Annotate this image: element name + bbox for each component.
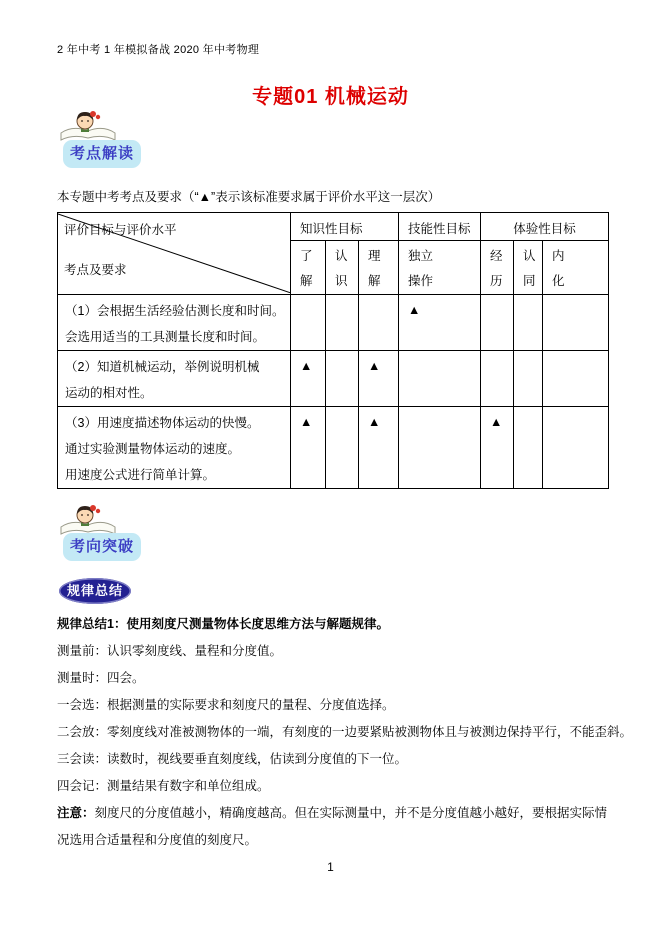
row2-mark-liaojie: ▲ — [291, 351, 326, 407]
row1-mark-jingli — [481, 295, 514, 351]
summary-section — [57, 611, 633, 854]
row1-mark-lijie — [359, 295, 399, 351]
section-badge-kaoxiang: 考向突破 — [63, 533, 141, 561]
row3-description: （3）用速度描述物体运动的快慢。 通过实验测量物体运动的速度。 用速度公式进行简单计算。 — [58, 407, 291, 489]
row3-mark-lijie: ▲ — [359, 407, 399, 489]
row2-mark-neihua — [543, 351, 609, 407]
subheader-renshi: 认 识 — [326, 241, 359, 295]
table-row — [58, 351, 609, 407]
row1-mark-duli: ▲ — [399, 295, 481, 351]
corner-label-top: 评价目标与评价水平 — [64, 223, 177, 237]
group-header-knowledge: 知识性目标 — [291, 213, 399, 241]
row2-mark-renshi — [326, 351, 359, 407]
subheader-duli-caozuo: 独立 操作 — [399, 241, 481, 295]
section-badge-kaodian: 考点解读 — [63, 140, 141, 168]
group-header-skill: 技能性目标 — [399, 213, 481, 241]
summary-heading: 规律总结1：使用刻度尺测量物体长度思维方法与解题规律。 — [57, 617, 389, 631]
intro-text: 本专题中考考点及要求（“▲”表示该标准要求属于评价水平这一层次） — [57, 190, 441, 204]
subheader-jingli: 经 历 — [481, 241, 514, 295]
row3-mark-duli — [399, 407, 481, 489]
row2-mark-duli — [399, 351, 481, 407]
section-badge-guilv: 规律总结 — [59, 578, 131, 604]
row1-description: （1）会根据生活经验估测长度和时间。 会选用适当的工具测量长度和时间。 — [58, 295, 291, 351]
summary-note — [57, 800, 610, 854]
page-number: 1 — [327, 860, 334, 874]
table-corner-cell — [58, 213, 291, 295]
row1-mark-rentong — [514, 295, 543, 351]
summary-note-text: 刻度尺的分度值越小，精确度越高。但在实际测量中，并不是分度值越小越好，要根据实际情况选用合适量程和分度值的刻度尺。 — [57, 806, 608, 847]
table-row — [58, 295, 609, 351]
row1-mark-liaojie — [291, 295, 326, 351]
subheader-neihua: 内 化 — [543, 241, 609, 295]
summary-line: 二会放：零刻度线对准被测物体的一端，有刻度的一边要紧贴被测物体且与被测边保持平行，不能歪斜。 — [57, 725, 633, 739]
summary-line: 四会记：测量结果有数字和单位组成。 — [57, 779, 270, 793]
row3-mark-jingli: ▲ — [481, 407, 514, 489]
row2-description: （2）知道机械运动，举例说明机械 运动的相对性。 — [58, 351, 291, 407]
exam-points-table — [57, 212, 609, 489]
doc-header-text: 2 年中考 1 年模拟备战 2020 年中考物理 — [57, 44, 260, 56]
row2-mark-jingli — [481, 351, 514, 407]
row2-mark-rentong — [514, 351, 543, 407]
row2-mark-lijie: ▲ — [359, 351, 399, 407]
subheader-lijie: 理 解 — [359, 241, 399, 295]
row3-mark-neihua — [543, 407, 609, 489]
row1-mark-neihua — [543, 295, 609, 351]
row3-mark-rentong — [514, 407, 543, 489]
page-title: 专题01 机械运动 — [252, 86, 409, 108]
row1-mark-renshi — [326, 295, 359, 351]
row3-mark-liaojie: ▲ — [291, 407, 326, 489]
group-header-experience: 体验性目标 — [481, 213, 609, 241]
subheader-liaojie: 了 解 — [291, 241, 326, 295]
summary-line: 测量前：认识零刻度线、量程和分度值。 — [57, 644, 283, 658]
summary-line: 三会读：读数时，视线要垂直刻度线，估读到分度值的下一位。 — [57, 752, 408, 766]
corner-label-bottom: 考点及要求 — [64, 263, 127, 277]
table-row — [58, 407, 609, 489]
summary-line: 一会选：根据测量的实际要求和刻度尺的量程、分度值选择。 — [57, 698, 395, 712]
summary-line: 测量时：四会。 — [57, 671, 145, 685]
subheader-rentong: 认 同 — [514, 241, 543, 295]
row3-mark-renshi — [326, 407, 359, 489]
summary-note-prefix: 注意： — [57, 806, 95, 820]
